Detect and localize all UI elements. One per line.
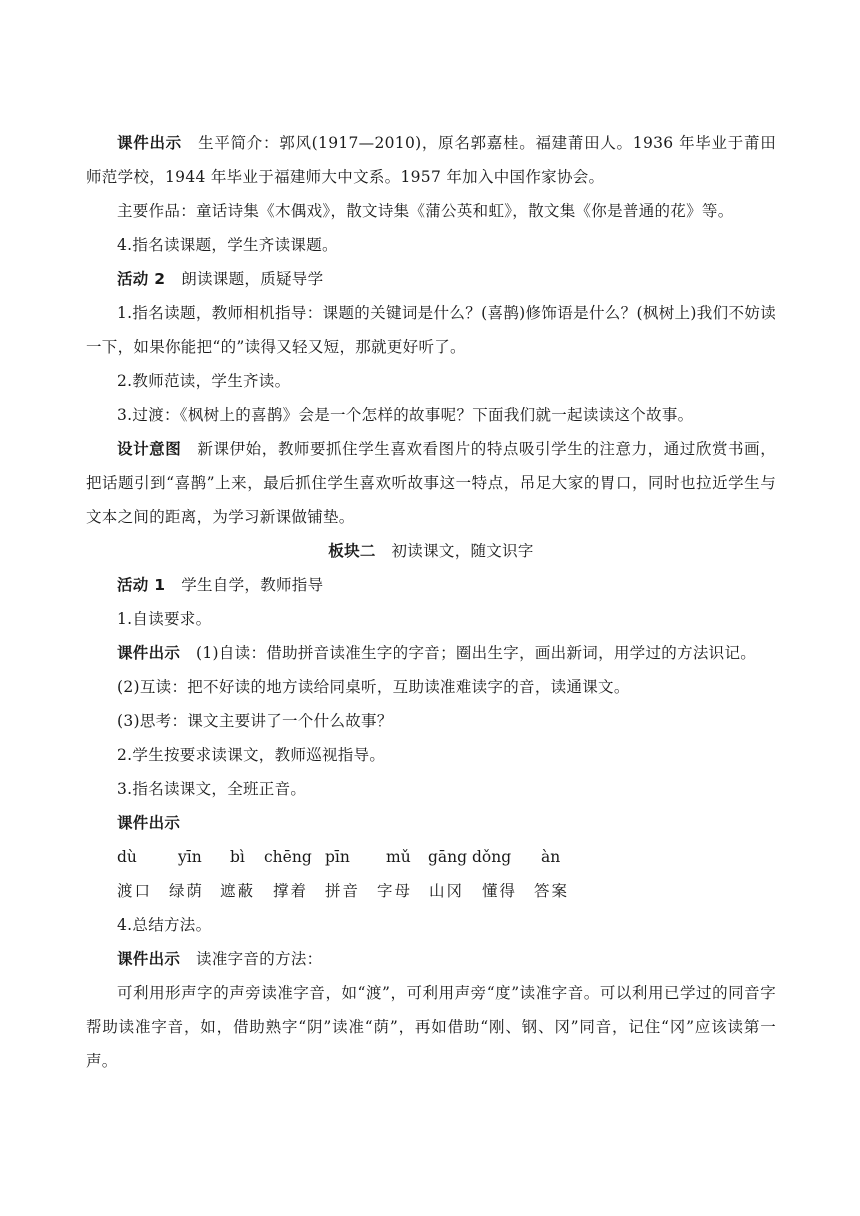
step-1-guide-paragraph: 1.指名读题，教师相机指导：课题的关键词是什么？(喜鹊)修饰语是什么？(枫树上)我们不妨读一下，如果你能把“的”读得又轻又短，那就更好听了。 (86, 304, 776, 356)
bio-text: 生平简介：郭风(1917—2010)，原名郭嘉桂。福建莆田人。1936 年毕业于莆田师范学校，1944 年毕业于福建师大中文系。1957 年加入中国作家协会。 (86, 134, 776, 186)
pinyin-item: yīn (178, 848, 202, 866)
vocabulary-word: 渡口 (117, 882, 153, 900)
pinyin-item: dù (117, 848, 137, 866)
method-title: 读准字音的方法： (196, 950, 323, 968)
activity-1-label: 活动 1 (117, 576, 166, 594)
pinyin-item: bì (230, 848, 245, 866)
step-4-summarize: 4.总结方法。 (117, 916, 212, 934)
document-body (86, 126, 776, 1078)
design-intent-text: 新课伊始，教师要抓住学生喜欢看图片的特点吸引学生的注意力，通过欣赏书画，把话题引到“喜鹊”上来，最后抓住学生喜欢听故事这一特点，吊足大家的胃口，同时也拉近学生与文本之间的距离，为学习新课做铺垫。 (86, 440, 776, 526)
transition-text: 《枫树上的喜鹊》会是一个怎样的故事呢？下面我们就一起读读这个故事。 (179, 406, 694, 424)
activity-2-title: 朗读课题，质疑导学 (181, 270, 324, 288)
courseware-heading (86, 806, 776, 840)
courseware-label: 课件出示 (117, 134, 182, 152)
pinyin-item: àn (541, 848, 561, 866)
activity-1-heading (86, 568, 776, 602)
vocabulary-word: 拼音 (325, 882, 361, 900)
pinyin-item: chēng (264, 848, 312, 866)
step-3-correct-pronunciation: 3.指名读课文，全班正音。 (117, 780, 307, 798)
section-2-label: 板块二 (328, 542, 376, 560)
vocabulary-word: 字母 (377, 882, 413, 900)
section-2-title: 初读课文，随文识字 (391, 542, 534, 560)
vocabulary-word: 遮蔽 (220, 882, 256, 900)
design-intent-paragraph (86, 432, 776, 534)
pinyin-item: gāng (428, 848, 468, 866)
step-2-students-read: 2.学生按要求读课文，教师巡视指导。 (117, 746, 386, 764)
section-2-heading (86, 534, 776, 568)
courseware-label: 课件出示 (117, 950, 181, 968)
activity-2-heading (86, 262, 776, 296)
step-2-model-reading: 2.教师范读，学生齐读。 (117, 372, 291, 390)
vocabulary-word: 答案 (534, 882, 570, 900)
think-item: (3)思考：课文主要讲了一个什么故事？ (117, 712, 393, 730)
courseware-label: 课件出示 (117, 814, 181, 832)
activity-2-label: 活动 2 (117, 270, 166, 288)
step-1-self-reading: 1.自读要求。 (117, 610, 212, 628)
pinyin-item: mǔ (386, 848, 411, 866)
self-read-requirements (86, 636, 776, 670)
step-3-transition (86, 398, 776, 432)
vocabulary-word: 山冈 (429, 882, 465, 900)
method-paragraph: 可利用形声字的声旁读准字音，如“渡”，可利用声旁“度”读准字音。可以利用已学过的同音字帮助读准字音，如，借助熟字“阴”读准“荫”，再如借助“刚、钢、冈”同音，记住“冈”应该读第一声。 (86, 984, 776, 1070)
activity-1-title: 学生自学，教师指导 (181, 576, 324, 594)
design-intent-label: 设计意图 (117, 440, 182, 458)
vocabulary-word: 撑着 (273, 882, 309, 900)
step-4-read-title: 4.指名读课题，学生齐读课题。 (117, 236, 338, 254)
pinyin-item: pīn (325, 848, 350, 866)
works-paragraph: 主要作品：童话诗集《木偶戏》，散文诗集《蒲公英和虹》，散文集《你是普通的花》等。 (117, 202, 734, 220)
pinyin-item: dǒng (472, 848, 512, 866)
bio-paragraph (86, 126, 776, 194)
courseware-label: 课件出示 (117, 644, 181, 662)
pinyin-row (86, 840, 776, 874)
self-read-text: (1)自读：借助拼音读准生字的字音；圈出生字，画出新词，用学过的方法识记。 (196, 644, 757, 662)
vocabulary-row (86, 874, 776, 908)
method-heading (86, 942, 776, 976)
peer-read-item: (2)互读：把不好读的地方读给同桌听，互助读准难读字的音，读通课文。 (117, 678, 630, 696)
transition-prefix: 3.过渡： (117, 406, 180, 424)
vocabulary-word: 懂得 (482, 882, 518, 900)
vocabulary-word: 绿荫 (169, 882, 205, 900)
